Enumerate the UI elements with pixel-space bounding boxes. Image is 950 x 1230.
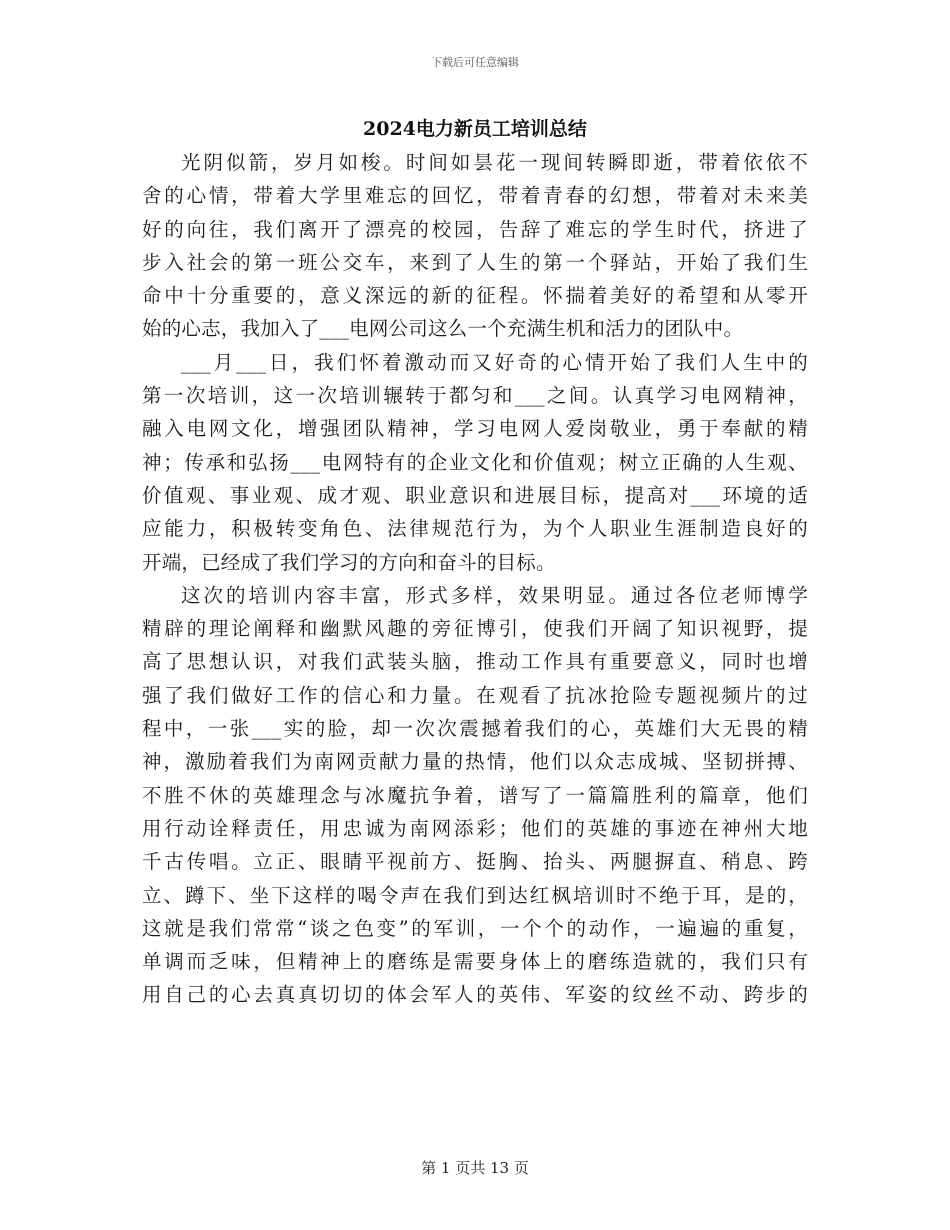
paragraph-line: 价值观、事业观、成才观、职业意识和进展目标，提高对___环境的适 xyxy=(142,483,808,507)
document-body xyxy=(142,146,808,1012)
paragraph-line: 这次的培训内容丰富，形式多样，效果明显。通过各位老师博学 xyxy=(181,583,808,607)
paragraph-line: 第一次培训，这一次培训辗转于都匀和___之间。认真学习电网精神， xyxy=(142,384,808,408)
paragraph-line: 命中十分重要的，意义深远的新的征程。怀揣着美好的希望和从零开 xyxy=(142,284,808,308)
paragraph-line: 强了我们做好工作的信心和力量。在观看了抗冰抢险专题视频片的过 xyxy=(142,683,808,707)
paragraph-line: 神；传承和弘扬___电网特有的企业文化和价值观；树立正确的人生观、 xyxy=(142,450,808,474)
paragraph-line: 始的心志，我加入了___电网公司这么一个充满生机和活力的团队中。 xyxy=(142,317,744,341)
paragraph-line: 光阴似箭，岁月如梭。时间如昙花一现间转瞬即逝，带着依依不 xyxy=(181,151,808,174)
paragraph-line: 应能力，积极转变角色、法律规范行为，为个人职业生涯制造良好的 xyxy=(142,517,808,541)
paragraph-line: 不胜不休的英雄理念与冰魔抗争着，谱写了一篇篇胜利的篇章，他们 xyxy=(142,783,808,807)
paragraph-line: 用自己的心去真真切切的体会军人的英伟、军姿的纹丝不动、跨步的 xyxy=(142,983,808,1007)
paragraph-line: 舍的心情，带着大学里难忘的回忆，带着青春的幻想，带着对未来美 xyxy=(142,184,808,208)
paragraph-line: 神，激励着我们为南网贡献力量的热情，他们以众志成城、坚韧拼搏、 xyxy=(142,750,808,774)
paragraph-line: 步入社会的第一班公交车，来到了人生的第一个驿站，开始了我们生 xyxy=(142,250,808,274)
paragraph-line: 这就是我们常常“谈之色变”的军训，一个个的动作，一遍遍的重复， xyxy=(142,916,808,940)
paragraph-line: 好的向往，我们离开了漂亮的校园，告辞了难忘的学生时代，挤进了 xyxy=(142,217,808,241)
document-title: 2024电力新员工培训总结 xyxy=(363,118,587,140)
paragraph-line: 开端，已经成了我们学习的方向和奋斗的目标。 xyxy=(142,550,556,574)
page-header: 下载后可任意编辑 xyxy=(431,56,519,69)
paragraph-line: 精辟的理论阐释和幽默风趣的旁征博引，使我们开阔了知识视野，提 xyxy=(142,617,808,641)
paragraph-line: 融入电网文化，增强团队精神，学习电网人爱岗敬业，勇于奉献的精 xyxy=(142,417,808,441)
page-footer: 第 1 页共 13 页 xyxy=(421,1159,529,1177)
paragraph-line: 千古传唱。立正、眼睛平视前方、挺胸、抬头、两腿摒直、稍息、跨 xyxy=(142,850,808,874)
paragraph-line: 单调而乏味，但精神上的磨练是需要身体上的磨练造就的，我们只有 xyxy=(142,950,808,974)
paragraph-line: 程中，一张___实的脸，却一次次震撼着我们的心，英雄们大无畏的精 xyxy=(142,717,808,741)
paragraph-line: 立、蹲下、坐下这样的喝令声在我们到达红枫培训时不绝于耳，是的， xyxy=(142,883,808,907)
paragraph-line: ___月___日，我们怀着激动而又好奇的心情开始了我们人生中的 xyxy=(181,350,808,374)
paragraph-line: 高了思想认识，对我们武装头脑，推动工作具有重要意义，同时也增 xyxy=(142,650,808,674)
paragraph-line: 用行动诠释责任，用忠诚为南网添彩；他们的英雄的事迹在神州大地 xyxy=(142,816,808,840)
